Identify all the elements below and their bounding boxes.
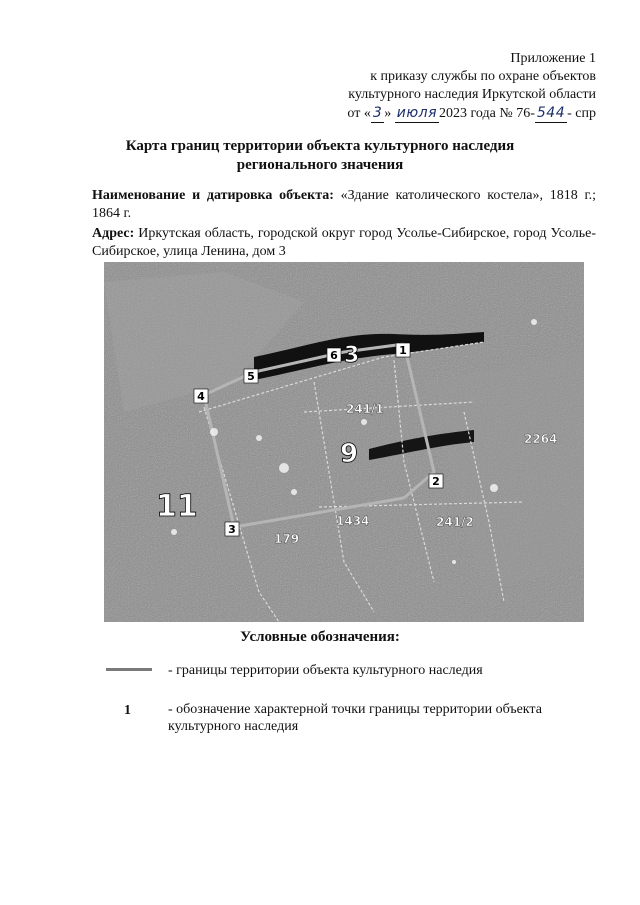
legend-boundary-swatch [106, 668, 152, 671]
legend-title: Условные обозначения: [240, 629, 400, 645]
order-suffix: - спр [567, 106, 596, 121]
boundary-map [104, 262, 584, 622]
map-point-5 [244, 369, 258, 383]
map-parcel-179: 179 [274, 532, 300, 546]
legend-point-text-line-1: - обозначение характерной точки границы территории объекта [168, 702, 542, 717]
map-parcel-1434: 1434 [336, 514, 370, 528]
page-title [0, 137, 640, 175]
handwritten-order-number: 544 [536, 105, 566, 121]
map-point-3-label: 3 [228, 523, 236, 536]
map-parcel-2264: 2264 [524, 432, 558, 446]
order-year-prefix: 2023 года № 76- [439, 106, 535, 121]
title-line-2: регионального значения [236, 157, 404, 173]
object-name-label: Наименование и датировка объекта: [92, 188, 334, 203]
appendix-header [296, 50, 596, 123]
map-parcel-241-1: 241/1 [346, 402, 384, 416]
map-point-1 [396, 343, 410, 357]
map-point-4 [194, 389, 208, 403]
object-name-value: «Здание католического костела», 1818 г.; 1864 г. [92, 188, 596, 221]
title-line-1: Карта границ территории объекта культурного наследия [125, 138, 515, 154]
map-point-1-label: 1 [399, 344, 407, 357]
appendix-line-2: к приказу службы по охране объектов [370, 69, 596, 84]
map-point-4-label: 4 [197, 390, 205, 403]
address-label: Адрес: [92, 226, 135, 241]
map-quarter-11: 11 [156, 489, 198, 524]
legend-point-symbol: 1 [124, 703, 131, 718]
object-name [92, 187, 596, 223]
map-point-2 [429, 474, 443, 488]
address-value: Иркутская область, городской округ город Усолье-Сибирское, город Усолье-Сибирское, улица Ленина, дом 3 [92, 226, 597, 259]
map-quarter-3: 3 [344, 343, 360, 368]
legend-point-text-line-2: культурного наследия [168, 719, 299, 734]
date-mid: » [384, 106, 392, 121]
legend-boundary-text: - границы территории объекта культурного наследия [168, 663, 483, 678]
map-parcel-241-2: 241/2 [436, 515, 474, 529]
map-svg [104, 262, 584, 622]
legend-point-text [168, 701, 588, 735]
date-prefix: от « [347, 106, 371, 121]
map-point-3 [225, 522, 239, 536]
handwritten-day: 3 [372, 105, 383, 121]
map-quarter-9: 9 [340, 439, 359, 469]
handwritten-month: июля [396, 105, 438, 121]
map-point-5-label: 5 [247, 370, 255, 383]
appendix-line-1: Приложение 1 [510, 51, 596, 66]
appendix-line-3: культурного наследия Иркутской области [348, 87, 596, 102]
map-point-2-label: 2 [432, 475, 440, 488]
map-point-6-label: 6 [330, 349, 338, 362]
appendix-line-4 [296, 104, 596, 123]
object-address [92, 225, 596, 261]
map-point-6 [327, 348, 341, 362]
